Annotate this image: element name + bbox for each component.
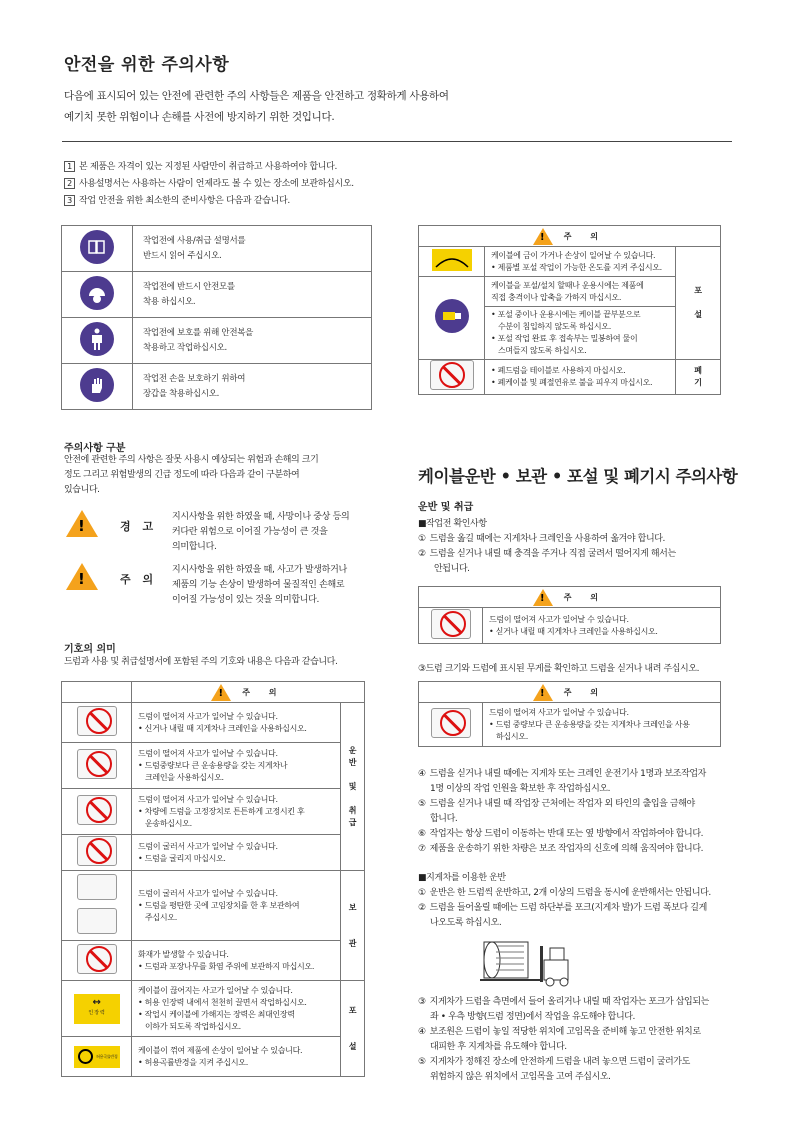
section-title: 케이블운반 • 보관 • 포설 및 폐기시 주의사항 — [418, 467, 738, 486]
row-sub: • 허용 인장력 내에서 천천히 끌면서 작업하십시오. — [138, 997, 307, 1007]
header-cell — [419, 587, 721, 608]
header-text: 주 의 — [563, 231, 607, 241]
list-item — [418, 901, 748, 916]
row-main: 드럼이 굴러서 사고가 일어날 수 있습니다. — [138, 841, 278, 851]
vertical-char: 포 — [348, 1005, 357, 1015]
forklift-heading: ■지게차를 이용한 운반 — [418, 873, 506, 883]
list-item — [418, 797, 748, 812]
table-row — [62, 871, 365, 941]
intro-line: 다음에 표시되어 있는 안전에 관련한 주의 사항들은 제품을 안전하고 정확하게 사용하여 — [64, 90, 449, 102]
vertical-char: 급 — [348, 817, 357, 827]
caution-icon — [533, 589, 553, 606]
item-text: 합니다. — [430, 814, 458, 824]
table-row — [62, 364, 372, 410]
ppe-text: 착용 하십시오. — [143, 296, 196, 307]
list-item — [64, 193, 354, 210]
ppe-text: 작업전에 반드시 안전모를 — [143, 281, 235, 292]
row-sub: • 포설 작업 완료 후 접속부는 밀봉하여 물이 — [491, 334, 638, 343]
item-number: ④ — [418, 1027, 426, 1037]
laying-label — [341, 981, 365, 1077]
vertical-char: 취 — [348, 805, 357, 815]
item-text: 드럼을 들어올릴 때에는 드럼 하단부를 포크(지게차 발)가 드럼 폭보다 길게 — [429, 903, 707, 913]
row-sub: 주십시오. — [145, 912, 177, 922]
header-text: 주 의 — [242, 687, 285, 697]
list-item — [418, 547, 738, 562]
item-number: ⑤ — [418, 799, 426, 809]
item-text: 보조원은 드럼이 놓일 적당한 위치에 고임목을 준비해 놓고 안전한 위치로 — [429, 1027, 701, 1037]
table-row — [62, 789, 365, 835]
text-cell — [132, 703, 341, 743]
protective-suit-icon — [80, 322, 114, 356]
table-row — [62, 743, 365, 789]
body-line: 정도 그리고 위험발생의 긴급 정도에 따라 다음과 같이 구분하여 — [64, 470, 300, 480]
icon-cell — [62, 364, 133, 410]
item-text: 지게차가 드럼을 측면에서 들어 올리거나 내릴 때 작업자는 포크가 삽입되는 — [429, 997, 709, 1007]
text-cell — [133, 318, 372, 364]
section-sub: 운반 및 취급 — [418, 502, 474, 513]
numbered-list — [64, 159, 354, 210]
list-item — [418, 827, 748, 842]
vertical-char: 폐 — [694, 366, 702, 375]
item-3: ③드럼 크기와 드럼에 표시된 무게를 확인하고 드럼을 싣거나 내려 주십시오. — [418, 664, 700, 674]
row-main: 화재가 발생할 수 있습니다. — [138, 949, 229, 959]
warning-row — [66, 510, 387, 555]
caution-icon — [533, 684, 553, 701]
table-row — [62, 981, 365, 1037]
text-cell — [132, 789, 341, 835]
item-text: 작업자는 항상 드럼이 이동하는 반대 또는 옆 방향에서 작업하여야 합니다. — [429, 829, 704, 839]
table-row — [419, 247, 721, 277]
text-cell — [485, 277, 676, 307]
right-caution-table — [418, 225, 721, 395]
icon-cell — [419, 360, 485, 395]
item-number: ⑥ — [418, 829, 426, 839]
body-line: 안전에 관련한 주의 사항은 잘못 사용시 예상되는 위험과 손해의 크기 — [64, 455, 319, 465]
page-title: 안전을 위한 주의사항 — [64, 55, 230, 75]
text-cell — [483, 608, 721, 644]
divider — [62, 141, 732, 142]
caution-text — [172, 563, 387, 608]
item-text: 좌 • 우측 방향(드럼 정면)에서 작업을 유도해야 합니다. — [430, 1012, 635, 1022]
header-cell — [419, 226, 721, 247]
icon-cell — [62, 703, 132, 743]
row-sub: • 작업시 케이블에 가해지는 장력은 최대인장력 — [138, 1009, 295, 1019]
table-row — [419, 703, 721, 747]
table-row — [62, 318, 372, 364]
row-sub: • 폐케이블 및 폐절연유로 불을 피우지 마십시오. — [491, 378, 653, 387]
warning-text — [172, 510, 387, 555]
row-main: 드럼이 굴러서 사고가 일어날 수 있습니다. — [138, 888, 278, 898]
text-cell — [132, 981, 341, 1037]
vertical-char: 및 — [348, 781, 357, 791]
icon-cell — [62, 981, 132, 1037]
caution-div-body — [64, 453, 384, 498]
caution-box-2 — [418, 681, 721, 747]
list-item — [418, 916, 748, 931]
text-cell — [133, 272, 372, 318]
item-text: 드럼을 싣거나 내릴 때 충격을 주거나 직접 굴려서 떨어지게 해서는 — [429, 549, 676, 559]
text-line: 의미합니다. — [172, 542, 217, 552]
table-row — [62, 703, 365, 743]
vertical-char: 설 — [694, 310, 702, 319]
caution-icon — [211, 684, 231, 701]
header-cell — [419, 682, 721, 703]
table-row — [62, 1037, 365, 1077]
vertical-char: 관 — [348, 938, 357, 948]
list-item — [64, 159, 354, 176]
header-text: 주 의 — [563, 687, 607, 697]
row-sub: 이하가 되도록 작업하십시오. — [145, 1021, 241, 1031]
row-main: 케이블을 포설/설치 할때나 운용시에는 제품에 — [491, 280, 644, 290]
caution-label: 주 의 — [120, 573, 158, 586]
vertical-char: 기 — [694, 378, 702, 387]
row-sub: • 드럼 중량보다 큰 운송용량을 갖는 지게차나 크레인을 사용 — [489, 719, 690, 729]
list-item-text: 작업 안전을 위한 최소한의 준비사항은 다음과 같습니다. — [79, 196, 290, 206]
row-main: 드럼이 떨어져 사고가 일어날 수 있습니다. — [138, 748, 278, 758]
vehicle-prohibit-icon — [77, 795, 117, 825]
header-cell — [62, 682, 132, 703]
ppe-text: 작업전 손을 보호하기 위하여 — [143, 373, 246, 384]
bend-radius-icon — [74, 1046, 120, 1068]
forklift-drum-illustration — [478, 938, 598, 988]
table-row — [419, 360, 721, 395]
text-cell — [133, 364, 372, 410]
text-cell — [133, 226, 372, 272]
row-sub: • 폐드럼을 테이블로 사용하지 마십시오. — [491, 366, 626, 375]
item-text: 지게차가 정해진 장소에 안전하게 드럼을 내려 놓으면 드럼이 굴러가도 — [429, 1057, 690, 1067]
table-row — [62, 941, 365, 981]
symbols-table — [61, 681, 365, 1077]
disposal-prohibit-icon — [430, 360, 474, 390]
text-line: 지시사항을 위한 하였을 때, 사망이나 중상 등의 — [172, 512, 350, 522]
number-box: 3 — [64, 195, 75, 206]
items-list-2 — [418, 767, 748, 857]
list-item — [418, 782, 748, 797]
item-number: ④ — [418, 769, 426, 779]
vertical-char: 반 — [348, 757, 357, 767]
text-line: 이어질 가능성이 있는 것을 의미합니다. — [172, 595, 320, 605]
temperature-icon — [432, 249, 472, 271]
text-cell — [483, 703, 721, 747]
row-sub: • 포설 중이나 운용시에는 케이블 끝부분으로 — [491, 310, 641, 319]
vertical-char: 보 — [348, 902, 357, 912]
icon-cell — [419, 277, 485, 360]
text-cell — [132, 743, 341, 789]
row-sub: • 드럼중량보다 큰 운송용량을 갖는 지게차나 — [138, 760, 288, 770]
list-item — [418, 1055, 748, 1070]
item-number: ② — [418, 903, 426, 913]
item-text: 드럼을 싣거나 내릴 때에는 지게차 또는 크레인 운전기사 1명과 보조작업자 — [429, 769, 706, 779]
list-item — [418, 1040, 748, 1055]
warning-label: 경 고 — [120, 520, 158, 533]
row-main: 케이블에 금이 가거나 손상이 일어날 수 있습니다. — [491, 250, 656, 260]
text-cell — [132, 1037, 341, 1077]
caution-icon — [66, 563, 98, 590]
item-text: 드럼을 싣거나 내릴 때 작업장 근처에는 작업자 외 타인의 출입을 금해야 — [429, 799, 695, 809]
item-number: ③ — [418, 997, 426, 1007]
row-sub: • 싣거나 내릴 때 지게차나 크레인을 사용하십시오. — [489, 626, 658, 636]
row-sub: • 차량에 드럼을 고정장치로 튼튼하게 고정시킨 후 — [138, 806, 305, 816]
icon-cell — [62, 743, 132, 789]
table-row — [419, 608, 721, 644]
caution-box-1 — [418, 586, 721, 644]
row-sub: • 신거나 내릴 때 지게차나 크레인을 사용하십시오. — [138, 723, 307, 733]
list-item — [418, 532, 738, 547]
list-item — [418, 767, 748, 782]
item-number: ⑦ — [418, 844, 426, 854]
ppe-text: 작업전에 보호를 위해 안전복을 — [143, 327, 254, 338]
icon-cell — [62, 871, 132, 941]
vertical-char: 설 — [348, 1041, 357, 1051]
icon-cell — [62, 941, 132, 981]
caution-div-title: 주의사항 구분 — [64, 443, 126, 454]
storage-label — [341, 871, 365, 981]
row-main: 드럼이 떨어져 사고가 일어날 수 있습니다. — [489, 614, 629, 624]
row-main: 드럼이 떨어져 사고가 일어날 수 있습니다. — [489, 707, 629, 717]
ppe-text: 반드시 읽어 주십시오. — [143, 250, 222, 261]
drop-prohibit-icon — [77, 749, 117, 779]
disposal-label — [676, 360, 721, 395]
transport-label — [341, 703, 365, 871]
row-sub: • 제품별 포설 작업이 가능한 온도를 지켜 주십시오. — [491, 262, 662, 272]
row-main: 케이블이 꺾여 제품에 손상이 일어날 수 있습니다. — [138, 1045, 303, 1055]
table-row — [62, 226, 372, 272]
text-cell — [132, 835, 341, 871]
row-sub: 수분이 침입하지 않도록 하십시오. — [498, 322, 611, 331]
icon-cell — [62, 272, 133, 318]
row-sub: 크레인을 사용하십시오. — [145, 772, 224, 782]
ppe-text: 작업전에 사용/취급 설명서를 — [143, 235, 246, 246]
list-item — [418, 562, 738, 577]
list-item-text: 사용설명서는 사용하는 사람이 언제라도 볼 수 있는 장소에 보관하십시오. — [79, 179, 354, 189]
text-cell — [485, 307, 676, 360]
body-line: 있습니다. — [64, 485, 100, 495]
number-box: 1 — [64, 161, 75, 172]
item-number: ① — [418, 534, 426, 544]
vertical-char: 운 — [348, 745, 357, 755]
list-item — [64, 176, 354, 193]
list-item — [418, 886, 748, 901]
warning-icon — [66, 510, 98, 537]
item-text: 대피한 후 지게차를 유도해야 합니다. — [430, 1042, 567, 1052]
item-text: 드럼을 옮길 때에는 지게차나 크레인을 사용하여 옮겨야 합니다. — [429, 534, 666, 544]
wedge-icon — [77, 874, 117, 900]
icon-cell — [62, 318, 133, 364]
row-sub: 하십시오. — [496, 731, 528, 741]
caution-row — [66, 563, 387, 608]
laying-label — [676, 247, 721, 360]
list-item-text: 본 제품은 자격이 있는 지정된 사람만이 취급하고 사용하여야 합니다. — [79, 162, 338, 172]
list-item — [418, 995, 748, 1010]
drop-prohibit-icon — [431, 708, 471, 738]
drum-storage-icon — [77, 908, 117, 934]
check-heading: ■작업전 확인사항 — [418, 519, 487, 529]
check-list — [418, 517, 738, 577]
table-header — [62, 682, 365, 703]
row-sub: • 드럼과 포장나무를 화염 주위에 보관하지 마십시오. — [138, 961, 315, 971]
forklift-prohibit-icon — [431, 609, 471, 639]
item-text: 제품을 운송하기 위한 차량은 보조 작업자의 신호에 의해 움직여야 합니다. — [429, 844, 704, 854]
tension-icon: ↔ 인 장 력 — [74, 994, 120, 1024]
text-line: 제품의 기능 손상이 발생하여 물질적인 손해로 — [172, 580, 345, 590]
table-row — [419, 277, 721, 307]
icon-text: 인 장 력 — [88, 1009, 105, 1016]
row-sub: • 허용곡률반경을 지켜 주십시오. — [138, 1057, 248, 1067]
text-line: 커다란 위험으로 이어질 가능성이 큰 것을 — [172, 527, 328, 537]
row-main: 케이블이 끊어지는 사고가 일어날 수 있습니다. — [138, 985, 293, 995]
symbols-title: 기호의 의미 — [64, 644, 116, 655]
table-header — [419, 226, 721, 247]
item-number: ① — [418, 888, 426, 898]
text-cell — [485, 360, 676, 395]
row-sub: 직접 충격이나 압축을 가하지 마십시오. — [491, 292, 622, 302]
table-header — [419, 587, 721, 608]
item-text: 위험하지 않은 위치에서 고임목을 고여 주십시오. — [430, 1072, 611, 1082]
icon-cell — [419, 608, 483, 644]
icon-cell — [62, 835, 132, 871]
list-item — [418, 1070, 748, 1085]
list-item — [418, 812, 748, 827]
row-sub: • 드럼을 굴리지 마십시오. — [138, 853, 226, 863]
intro-text — [64, 86, 624, 128]
list-item — [418, 1025, 748, 1040]
header-text: 주 의 — [563, 592, 607, 602]
item-text: 운반은 한 드럼씩 운반하고, 2개 이상의 드럼을 동시에 운반해서는 안됩니다. — [429, 888, 711, 898]
text-cell — [485, 247, 676, 277]
text-cell — [132, 941, 341, 981]
list-item — [418, 842, 748, 857]
row-main: 드럼이 떨어져 사고가 일어날 수 있습니다. — [138, 794, 278, 804]
item-text: 1명 이상의 작업 인원을 확보한 후 작업하십시오. — [430, 784, 611, 794]
row-sub: 운송하십시오. — [145, 818, 192, 828]
forklift-prohibit-icon — [77, 706, 117, 736]
intro-line: 예기치 못한 위험이나 손해를 사전에 방지하기 위한 것입니다. — [64, 111, 335, 123]
list-item — [418, 1010, 748, 1025]
item-number: ② — [418, 549, 426, 559]
text-cell — [132, 871, 341, 941]
table-header — [419, 682, 721, 703]
cable-seal-icon — [435, 299, 469, 333]
ppe-text: 착용하고 작업하십시오. — [143, 342, 227, 353]
icon-cell — [419, 703, 483, 747]
items-list-4 — [418, 995, 748, 1085]
icon-cell — [419, 247, 485, 277]
row-sub: 스며들지 않도록 하십시오. — [498, 346, 587, 355]
icon-text: 허용곡률반경 — [96, 1053, 118, 1059]
caution-icon — [533, 228, 553, 245]
ppe-text: 장갑을 착용하십시오. — [143, 388, 220, 399]
header-cell — [132, 682, 365, 703]
fire-prohibit-icon — [77, 944, 117, 974]
text-line: 지시사항을 위한 하였을 때, 사고가 발생하거나 — [172, 565, 347, 575]
helmet-icon — [80, 276, 114, 310]
manual-icon — [80, 230, 114, 264]
item-text: 안됩니다. — [434, 564, 470, 574]
ppe-table — [61, 225, 372, 410]
table-row — [62, 835, 365, 871]
item-number: ⑤ — [418, 1057, 426, 1067]
row-main: 드럼이 떨어져 사고가 일어날 수 있습니다. — [138, 711, 278, 721]
gloves-icon — [80, 368, 114, 402]
vertical-char: 포 — [694, 286, 702, 295]
item-text: 나오도록 하십시오. — [430, 918, 502, 928]
table-row — [62, 272, 372, 318]
icon-cell — [62, 1037, 132, 1077]
icon-cell — [62, 789, 132, 835]
icon-cell — [62, 226, 133, 272]
symbols-body: 드럼과 사용 및 취급설명서에 포함된 주의 기호와 내용은 다음과 같습니다. — [64, 657, 338, 667]
forklift-list — [418, 871, 748, 931]
number-box: 2 — [64, 178, 75, 189]
row-sub: • 드럼을 평탄한 곳에 고임장치를 한 후 보관하여 — [138, 900, 300, 910]
roll-prohibit-icon — [77, 836, 117, 866]
